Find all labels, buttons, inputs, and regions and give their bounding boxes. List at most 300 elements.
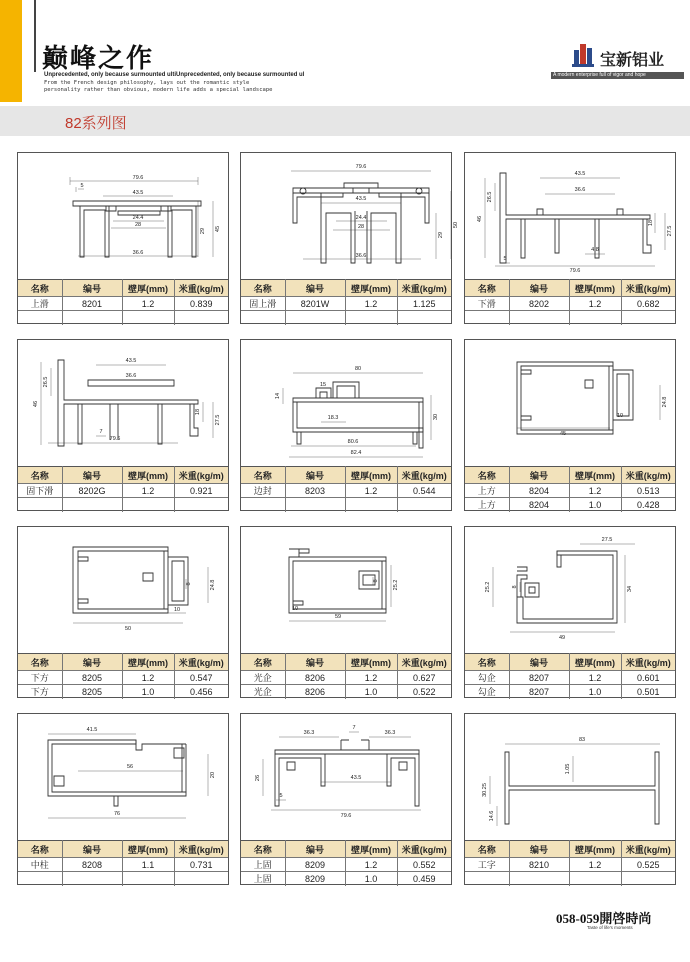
profile-drawing: [465, 527, 675, 653]
spec-cell: [241, 498, 285, 512]
spec-header-cell: 编号: [509, 654, 569, 671]
spec-cell: 0.513: [621, 484, 675, 498]
profile-card: [240, 713, 452, 885]
spec-header-cell: 米重(kg/m): [621, 467, 675, 484]
spec-cell: 边封: [241, 484, 285, 498]
dimension-label: 41.5: [86, 727, 98, 733]
spec-cell: [621, 872, 675, 886]
dimension-label: 24.4: [132, 215, 144, 221]
spec-cell: 勾企: [465, 685, 509, 699]
spec-cell: 1.0: [569, 498, 621, 512]
page-subtitle: Taste of life's moments: [587, 925, 633, 930]
dimension-label: 43.5: [355, 196, 367, 202]
spec-row: [465, 311, 675, 325]
spec-cell: 1.2: [569, 297, 621, 311]
page-title: 巅峰之作: [42, 44, 155, 74]
spec-cell: 8210: [509, 858, 569, 872]
spec-cell: 1.0: [345, 685, 397, 699]
spec-cell: [62, 872, 122, 886]
spec-cell: 中柱: [18, 858, 62, 872]
dimension-label: 36.6: [132, 250, 144, 256]
profile-card: [17, 339, 229, 511]
spec-header-cell: 米重(kg/m): [621, 841, 675, 858]
dimension-label: 80: [354, 366, 362, 372]
dimension-label: 36.6: [355, 253, 367, 259]
brand-name: 宝新铝业: [600, 50, 665, 69]
spec-cell: 8201: [62, 297, 122, 311]
spec-row: [241, 671, 451, 685]
profile-card: [464, 526, 676, 698]
spec-header-cell: 编号: [62, 654, 122, 671]
spec-header-row: [241, 654, 451, 671]
spec-cell: 1.2: [569, 484, 621, 498]
spec-row: [18, 498, 228, 512]
spec-header-row: [241, 841, 451, 858]
dimension-label: 43.5: [574, 171, 586, 177]
spec-row: [18, 685, 228, 699]
spec-row: [465, 484, 675, 498]
dimension-label: 18: [648, 219, 654, 227]
profile-card: [464, 152, 676, 324]
spec-cell: [465, 311, 509, 325]
spec-table: [18, 840, 228, 886]
spec-header-cell: 编号: [285, 654, 345, 671]
spec-cell: 上固: [241, 872, 285, 886]
spec-row: [465, 498, 675, 512]
profile-card: [240, 339, 452, 511]
description-text: [44, 80, 324, 94]
spec-cell: [62, 498, 122, 512]
spec-table: [241, 840, 451, 886]
dimension-label: 8: [373, 579, 379, 583]
spec-cell: [509, 872, 569, 886]
spec-header-cell: 名称: [18, 654, 62, 671]
spec-header-cell: 名称: [18, 841, 62, 858]
spec-header-cell: 壁厚(mm): [569, 654, 621, 671]
spec-header-cell: 米重(kg/m): [621, 280, 675, 297]
spec-table: [241, 466, 451, 512]
spec-cell: 光企: [241, 685, 285, 699]
dimension-label: 45: [559, 431, 567, 437]
dimension-label: 14.6: [489, 810, 495, 822]
spec-header-cell: 壁厚(mm): [345, 654, 397, 671]
spec-row: [465, 671, 675, 685]
spec-header-cell: 壁厚(mm): [569, 467, 621, 484]
spec-header-cell: 编号: [62, 841, 122, 858]
dimension-label: 43.5: [350, 775, 362, 781]
spec-header-cell: 米重(kg/m): [397, 841, 451, 858]
spec-header-cell: 壁厚(mm): [345, 280, 397, 297]
spec-cell: [18, 311, 62, 325]
spec-cell: 8209: [285, 872, 345, 886]
profile-drawing: [241, 714, 451, 840]
spec-header-row: [18, 467, 228, 484]
spec-header-cell: 名称: [241, 654, 285, 671]
dimension-label: 29: [200, 227, 206, 235]
spec-row: [465, 858, 675, 872]
spec-cell: 下方: [18, 685, 62, 699]
dimension-label: 45: [215, 225, 221, 233]
dimension-label: 28: [357, 224, 365, 230]
dimension-label: 50: [124, 626, 132, 632]
spec-cell: 1.0: [569, 685, 621, 699]
spec-header-cell: 壁厚(mm): [569, 841, 621, 858]
spec-header-cell: 壁厚(mm): [122, 280, 174, 297]
spec-header-cell: 壁厚(mm): [122, 467, 174, 484]
spec-cell: 0.731: [174, 858, 228, 872]
brand-tagline: A modern enterprise full of vigor and hope: [553, 72, 646, 78]
spec-cell: [285, 498, 345, 512]
spec-row: [241, 685, 451, 699]
spec-cell: 1.0: [345, 872, 397, 886]
spec-cell: 8203: [285, 484, 345, 498]
spec-cell: 1.125: [397, 297, 451, 311]
dimension-label: 18: [195, 408, 201, 416]
spec-header-cell: 名称: [465, 467, 509, 484]
spec-cell: 1.2: [569, 858, 621, 872]
yellow-tab-accent: [0, 0, 22, 102]
spec-header-row: [465, 467, 675, 484]
spec-row: [241, 498, 451, 512]
dimension-label: 49: [558, 635, 566, 641]
spec-row: [18, 671, 228, 685]
dimension-label: 28: [134, 222, 142, 228]
spec-table: [241, 653, 451, 699]
spec-cell: [569, 872, 621, 886]
spec-cell: 1.1: [122, 858, 174, 872]
dimension-label: 36.3: [303, 730, 315, 736]
spec-header-cell: 壁厚(mm): [122, 841, 174, 858]
spec-table: [465, 840, 675, 886]
spec-table: [241, 279, 451, 325]
spec-cell: [18, 498, 62, 512]
dimension-label: 27.5: [215, 414, 221, 426]
spec-row: [241, 297, 451, 311]
spec-cell: 8206: [285, 671, 345, 685]
profile-card: [17, 526, 229, 698]
spec-header-cell: 米重(kg/m): [174, 467, 228, 484]
dimension-label: 50: [453, 221, 459, 229]
spec-cell: [509, 311, 569, 325]
spec-cell: 8207: [509, 671, 569, 685]
spec-cell: 8205: [62, 671, 122, 685]
profile-drawing: [18, 714, 228, 840]
spec-cell: 8202G: [62, 484, 122, 498]
spec-table: [465, 466, 675, 512]
spec-cell: 上方: [465, 484, 509, 498]
spec-header-cell: 米重(kg/m): [621, 654, 675, 671]
dimension-label: 30: [433, 413, 439, 421]
spec-row: [465, 685, 675, 699]
spec-cell: 0.921: [174, 484, 228, 498]
spec-cell: [569, 311, 621, 325]
spec-cell: 0.601: [621, 671, 675, 685]
spec-cell: 1.2: [122, 484, 174, 498]
spec-header-row: [241, 280, 451, 297]
spec-header-row: [465, 841, 675, 858]
profile-card: [464, 713, 676, 885]
profile-card: [240, 152, 459, 324]
spec-header-cell: 名称: [241, 467, 285, 484]
dimension-label: 29: [438, 231, 444, 239]
spec-header-cell: 编号: [285, 841, 345, 858]
description-line: From the French design philosophy, lays out the romantic style: [44, 80, 250, 86]
spec-header-cell: 编号: [62, 280, 122, 297]
spec-row: [18, 297, 228, 311]
spec-row: [18, 858, 228, 872]
spec-cell: 1.2: [122, 297, 174, 311]
spec-header-row: [18, 280, 228, 297]
spec-header-cell: 名称: [241, 280, 285, 297]
spec-header-cell: 米重(kg/m): [174, 654, 228, 671]
spec-header-row: [18, 841, 228, 858]
spec-cell: 8208: [62, 858, 122, 872]
spec-header-cell: 编号: [509, 280, 569, 297]
spec-header-cell: 壁厚(mm): [122, 654, 174, 671]
dimension-label: 24.8: [210, 579, 216, 591]
spec-cell: [345, 498, 397, 512]
profile-drawing: [18, 527, 228, 653]
slogan-text: Unprecedented, only because surmounted ultiUnprecedented, only because surmounted ul: [44, 72, 305, 78]
spec-cell: 8201W: [285, 297, 345, 311]
spec-cell: 0.544: [397, 484, 451, 498]
spec-cell: 1.0: [122, 685, 174, 699]
dimension-label: 34: [627, 585, 633, 593]
spec-table: [18, 279, 228, 325]
dimension-label: 8: [512, 585, 518, 589]
spec-cell: 8202: [509, 297, 569, 311]
dimension-label: 25.2: [393, 579, 399, 591]
spec-header-cell: 壁厚(mm): [345, 841, 397, 858]
spec-cell: 8204: [509, 498, 569, 512]
spec-header-cell: 壁厚(mm): [345, 467, 397, 484]
dimension-label: 10: [616, 413, 624, 419]
spec-row: [241, 858, 451, 872]
spec-header-cell: 米重(kg/m): [174, 280, 228, 297]
spec-header-row: [18, 654, 228, 671]
page-label: 開啓時尚: [599, 911, 652, 926]
spec-cell: 1.2: [345, 484, 397, 498]
spec-cell: 0.522: [397, 685, 451, 699]
spec-cell: [122, 872, 174, 886]
profile-drawing: [241, 527, 451, 653]
spec-cell: [241, 311, 285, 325]
spec-header-cell: 名称: [18, 467, 62, 484]
dimension-label: 7: [99, 429, 103, 435]
spec-cell: 固上滑: [241, 297, 285, 311]
dimension-label: 46: [477, 215, 483, 223]
spec-cell: 下方: [18, 671, 62, 685]
dimension-label: 5: [80, 183, 84, 189]
spec-header-cell: 名称: [465, 654, 509, 671]
profile-drawing: [465, 714, 675, 840]
spec-cell: 8206: [285, 685, 345, 699]
spec-table: [18, 466, 228, 512]
spec-header-cell: 编号: [509, 841, 569, 858]
spec-cell: [285, 311, 345, 325]
spec-cell: [122, 498, 174, 512]
spec-cell: [174, 498, 228, 512]
spec-header-cell: 米重(kg/m): [397, 654, 451, 671]
dimension-label: 80.6: [347, 439, 359, 445]
spec-cell: 8204: [509, 484, 569, 498]
spec-cell: 8207: [509, 685, 569, 699]
dimension-label: 25.2: [485, 581, 491, 593]
dimension-label: 15: [319, 382, 327, 388]
dimension-label: 7: [352, 725, 356, 731]
spec-cell: 勾企: [465, 671, 509, 685]
dimension-label: 36.6: [574, 187, 586, 193]
dimension-label: 10: [173, 607, 181, 613]
dimension-label: 30.25: [482, 783, 488, 797]
spec-row: [18, 311, 228, 325]
dimension-label: 46: [33, 400, 39, 408]
dimension-label: 20: [210, 771, 216, 779]
spec-cell: [18, 872, 62, 886]
profile-card: [17, 713, 229, 885]
spec-cell: 上方: [465, 498, 509, 512]
spec-header-cell: 编号: [285, 280, 345, 297]
dimension-label: 79.6: [109, 436, 121, 442]
dimension-label: 79.6: [132, 175, 144, 181]
spec-cell: [345, 311, 397, 325]
spec-row: [18, 872, 228, 886]
spec-cell: 工字: [465, 858, 509, 872]
spec-table: [465, 279, 675, 325]
spec-row: [241, 872, 451, 886]
spec-cell: 1.2: [569, 671, 621, 685]
spec-row: [241, 484, 451, 498]
dimension-label: 27.5: [667, 225, 673, 237]
spec-header-cell: 编号: [509, 467, 569, 484]
spec-header-cell: 编号: [62, 467, 122, 484]
spec-table: [465, 653, 675, 699]
spec-cell: [62, 311, 122, 325]
spec-header-cell: 名称: [241, 841, 285, 858]
spec-cell: [122, 311, 174, 325]
profile-card: [240, 526, 452, 698]
spec-cell: 0.501: [621, 685, 675, 699]
spec-cell: 1.2: [122, 671, 174, 685]
dimension-label: 26.5: [487, 191, 493, 203]
dimension-label: 36.3: [384, 730, 396, 736]
spec-cell: [397, 311, 451, 325]
spec-cell: [465, 872, 509, 886]
spec-header-row: [241, 467, 451, 484]
dimension-label: 43.5: [125, 358, 137, 364]
dimension-label: 24.8: [662, 396, 668, 408]
spec-row: [465, 297, 675, 311]
dimension-label: 24.4: [355, 215, 367, 221]
dimension-label: 26: [255, 774, 261, 782]
profile-drawing: [465, 340, 675, 466]
dimension-label: 76: [113, 811, 121, 817]
spec-cell: 0.547: [174, 671, 228, 685]
spec-cell: [621, 311, 675, 325]
profile-drawing: [18, 340, 228, 466]
spec-row: [241, 311, 451, 325]
spec-cell: 1.2: [345, 858, 397, 872]
spec-cell: 0.839: [174, 297, 228, 311]
dimension-label: 18.3: [327, 415, 339, 421]
spec-cell: [397, 498, 451, 512]
spec-cell: 光企: [241, 671, 285, 685]
dimension-label: 56: [126, 764, 134, 770]
series-title: 82系列图: [65, 115, 127, 132]
dimension-label: 36.6: [125, 373, 137, 379]
dimension-label: 14: [275, 392, 281, 400]
dimension-label: 79.6: [340, 813, 352, 819]
dimension-label: 1.05: [565, 763, 571, 775]
dimension-label: 10: [291, 606, 299, 612]
spec-header-cell: 米重(kg/m): [397, 467, 451, 484]
dimension-label: 5: [279, 793, 283, 799]
spec-header-cell: 名称: [465, 280, 509, 297]
dimension-label: 27.5: [601, 537, 613, 543]
spec-cell: 0.682: [621, 297, 675, 311]
dimension-label: 79.6: [569, 268, 581, 274]
spec-row: [465, 872, 675, 886]
profile-drawing: [465, 153, 675, 279]
dimension-label: 8: [186, 582, 192, 586]
spec-cell: 0.428: [621, 498, 675, 512]
spec-cell: 0.627: [397, 671, 451, 685]
dimension-label: 79.6: [355, 164, 367, 170]
dimension-label: 82.4: [350, 450, 362, 456]
spec-header-cell: 编号: [285, 467, 345, 484]
brand-logo-icon: [571, 42, 595, 68]
profile-drawing: [18, 153, 228, 279]
spec-cell: 0.525: [621, 858, 675, 872]
spec-cell: [174, 311, 228, 325]
profile-drawing: [241, 340, 451, 466]
spec-cell: 0.459: [397, 872, 451, 886]
page-number-value: 058-059: [556, 911, 600, 926]
spec-header-row: [465, 280, 675, 297]
spec-header-cell: 壁厚(mm): [569, 280, 621, 297]
spec-cell: 下滑: [465, 297, 509, 311]
spec-header-cell: 名称: [465, 841, 509, 858]
dimension-label: 43.5: [132, 190, 144, 196]
spec-cell: 0.456: [174, 685, 228, 699]
spec-cell: 固下滑: [18, 484, 62, 498]
dimension-label: 83: [578, 737, 586, 743]
spec-cell: 8205: [62, 685, 122, 699]
profile-card: [17, 152, 229, 324]
spec-cell: [174, 872, 228, 886]
dimension-label: 59: [334, 614, 342, 620]
spec-header-cell: 米重(kg/m): [174, 841, 228, 858]
spec-cell: 0.552: [397, 858, 451, 872]
spec-table: [18, 653, 228, 699]
spec-header-row: [465, 654, 675, 671]
spec-cell: 1.2: [345, 297, 397, 311]
spec-cell: 上滑: [18, 297, 62, 311]
dimension-label: 26.5: [43, 376, 49, 388]
dimension-label: 4.8: [591, 247, 599, 253]
spec-cell: 上固: [241, 858, 285, 872]
profile-card: [464, 339, 676, 511]
header-divider: [34, 0, 36, 72]
spec-cell: 8209: [285, 858, 345, 872]
profile-drawing: [241, 153, 459, 279]
spec-header-cell: 米重(kg/m): [397, 280, 451, 297]
description-line: personality rather than obvious, modern life adds a special landscape: [44, 87, 273, 93]
spec-row: [18, 484, 228, 498]
spec-header-cell: 名称: [18, 280, 62, 297]
spec-cell: 1.2: [345, 671, 397, 685]
dimension-label: 5: [503, 256, 507, 262]
